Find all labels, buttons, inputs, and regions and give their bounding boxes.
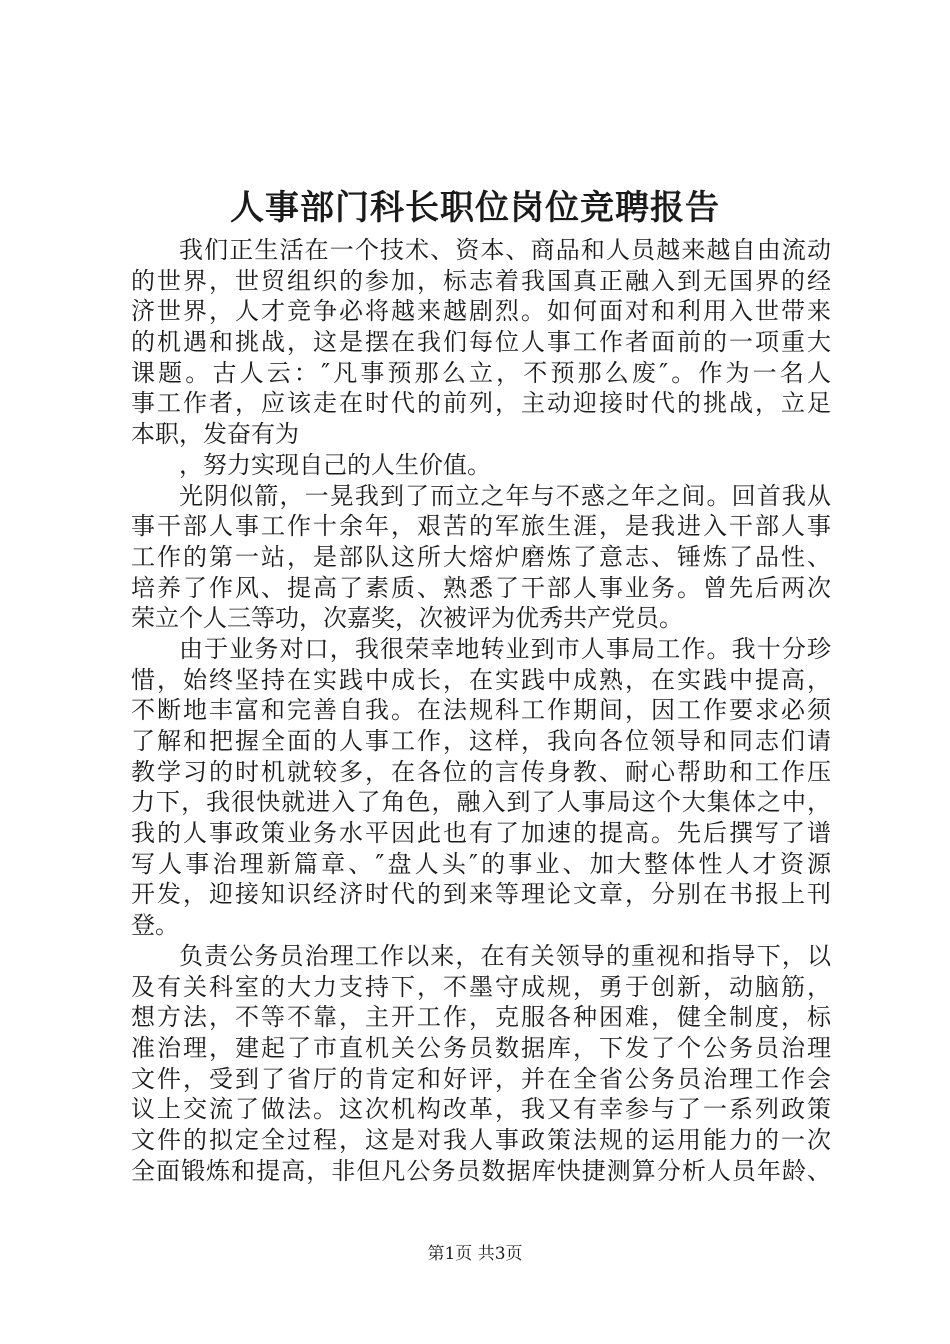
text-line: 工作的第一站，是部队这所大熔炉磨炼了意志、锤炼了品性、 bbox=[131, 542, 831, 571]
text-line: 写人事治理新篇章、″盘人头″的事业、加大整体性人才资源 bbox=[131, 849, 831, 878]
text-line: 我们正生活在一个技术、资本、商品和人员越来越自由流动 bbox=[179, 236, 831, 264]
text-line: 荣立个人三等功，次嘉奖，次被评为优秀共产党员。 bbox=[131, 604, 683, 633]
text-line: 力下，我很快就进入了角色，融入到了人事局这个大集体之中， bbox=[131, 788, 831, 817]
text-line: 了解和把握全面的人事工作，这样，我向各位领导和同志们请 bbox=[131, 727, 831, 755]
text-line: 议上交流了做法。这次机构改革，我又有幸参与了一系列政策 bbox=[131, 1095, 831, 1124]
text-line: 光阴似箭，一晃我到了而立之年与不惑之年之间。回首我从 bbox=[179, 481, 831, 510]
text-line: 事干部人事工作十余年，艰苦的军旅生涯，是我进入干部人事 bbox=[131, 512, 831, 541]
text-line: 我的人事政策业务水平因此也有了加速的提高。先后撰写了谱 bbox=[131, 819, 831, 848]
text-line: 想方法，不等不靠，主开工作，克服各种困难，健全制度，标 bbox=[131, 1003, 831, 1032]
text-line: 培养了作风、提高了素质、熟悉了干部人事业务。曾先后两次 bbox=[131, 573, 831, 602]
text-line: 开发，迎接知识经济时代的到来等理论文章，分别在书报上刊 bbox=[131, 880, 831, 909]
page-number: 第1页 共3页 bbox=[427, 1244, 523, 1264]
text-line: 准治理，建起了市直机关公务员数据库，下发了个公务员治理 bbox=[131, 1033, 831, 1062]
text-line: 负责公务员治理工作以来，在有关领导的重视和指导下，以 bbox=[179, 941, 831, 970]
text-line: 的世界，世贸组织的参加，标志着我国真正融入到无国界的经 bbox=[131, 266, 831, 295]
document-title: 人事部门科长职位岗位竞聘报告 bbox=[230, 188, 720, 228]
text-line: 教学习的时机就较多，在各位的言传身教、耐心帮助和工作压 bbox=[131, 757, 831, 786]
text-line: 的机遇和挑战，这是摆在我们每位人事工作者面前的一项重大 bbox=[131, 328, 831, 357]
text-line: 由于业务对口，我很荣幸地转业到市人事局工作。我十分珍 bbox=[179, 634, 831, 663]
text-line: 本职，发奋有为 bbox=[131, 420, 299, 449]
text-line: 济世界，人才竞争必将越来越剧烈。如何面对和利用入世带来 bbox=[131, 297, 831, 326]
text-line: 文件，受到了省厅的肯定和好评，并在全省公务员治理工作会 bbox=[131, 1064, 831, 1093]
text-line: ，努力实现自己的人生价值。 bbox=[179, 450, 491, 479]
text-line: 事工作者，应该走在时代的前列，主动迎接时代的挑战，立足 bbox=[131, 389, 831, 418]
text-line: 登。 bbox=[131, 911, 179, 940]
text-line: 不断地丰富和完善自我。在法规科工作期间，因工作要求必须 bbox=[131, 696, 831, 725]
text-line: 及有关科室的大力支持下，不墨守成规，勇于创新，动脑筋， bbox=[131, 972, 831, 1001]
text-line: 全面锻炼和提高，非但凡公务员数据库快捷测算分析人员年龄、 bbox=[131, 1156, 831, 1185]
text-line: 课题。古人云：″凡事预那么立，不预那么废″。作为一名人 bbox=[131, 358, 831, 387]
text-line: 惜，始终坚持在实践中成长，在实践中成熟，在实践中提高， bbox=[131, 665, 831, 694]
text-line: 文件的拟定全过程，这是对我人事政策法规的运用能力的一次 bbox=[131, 1125, 831, 1154]
document-body bbox=[131, 235, 831, 1186]
